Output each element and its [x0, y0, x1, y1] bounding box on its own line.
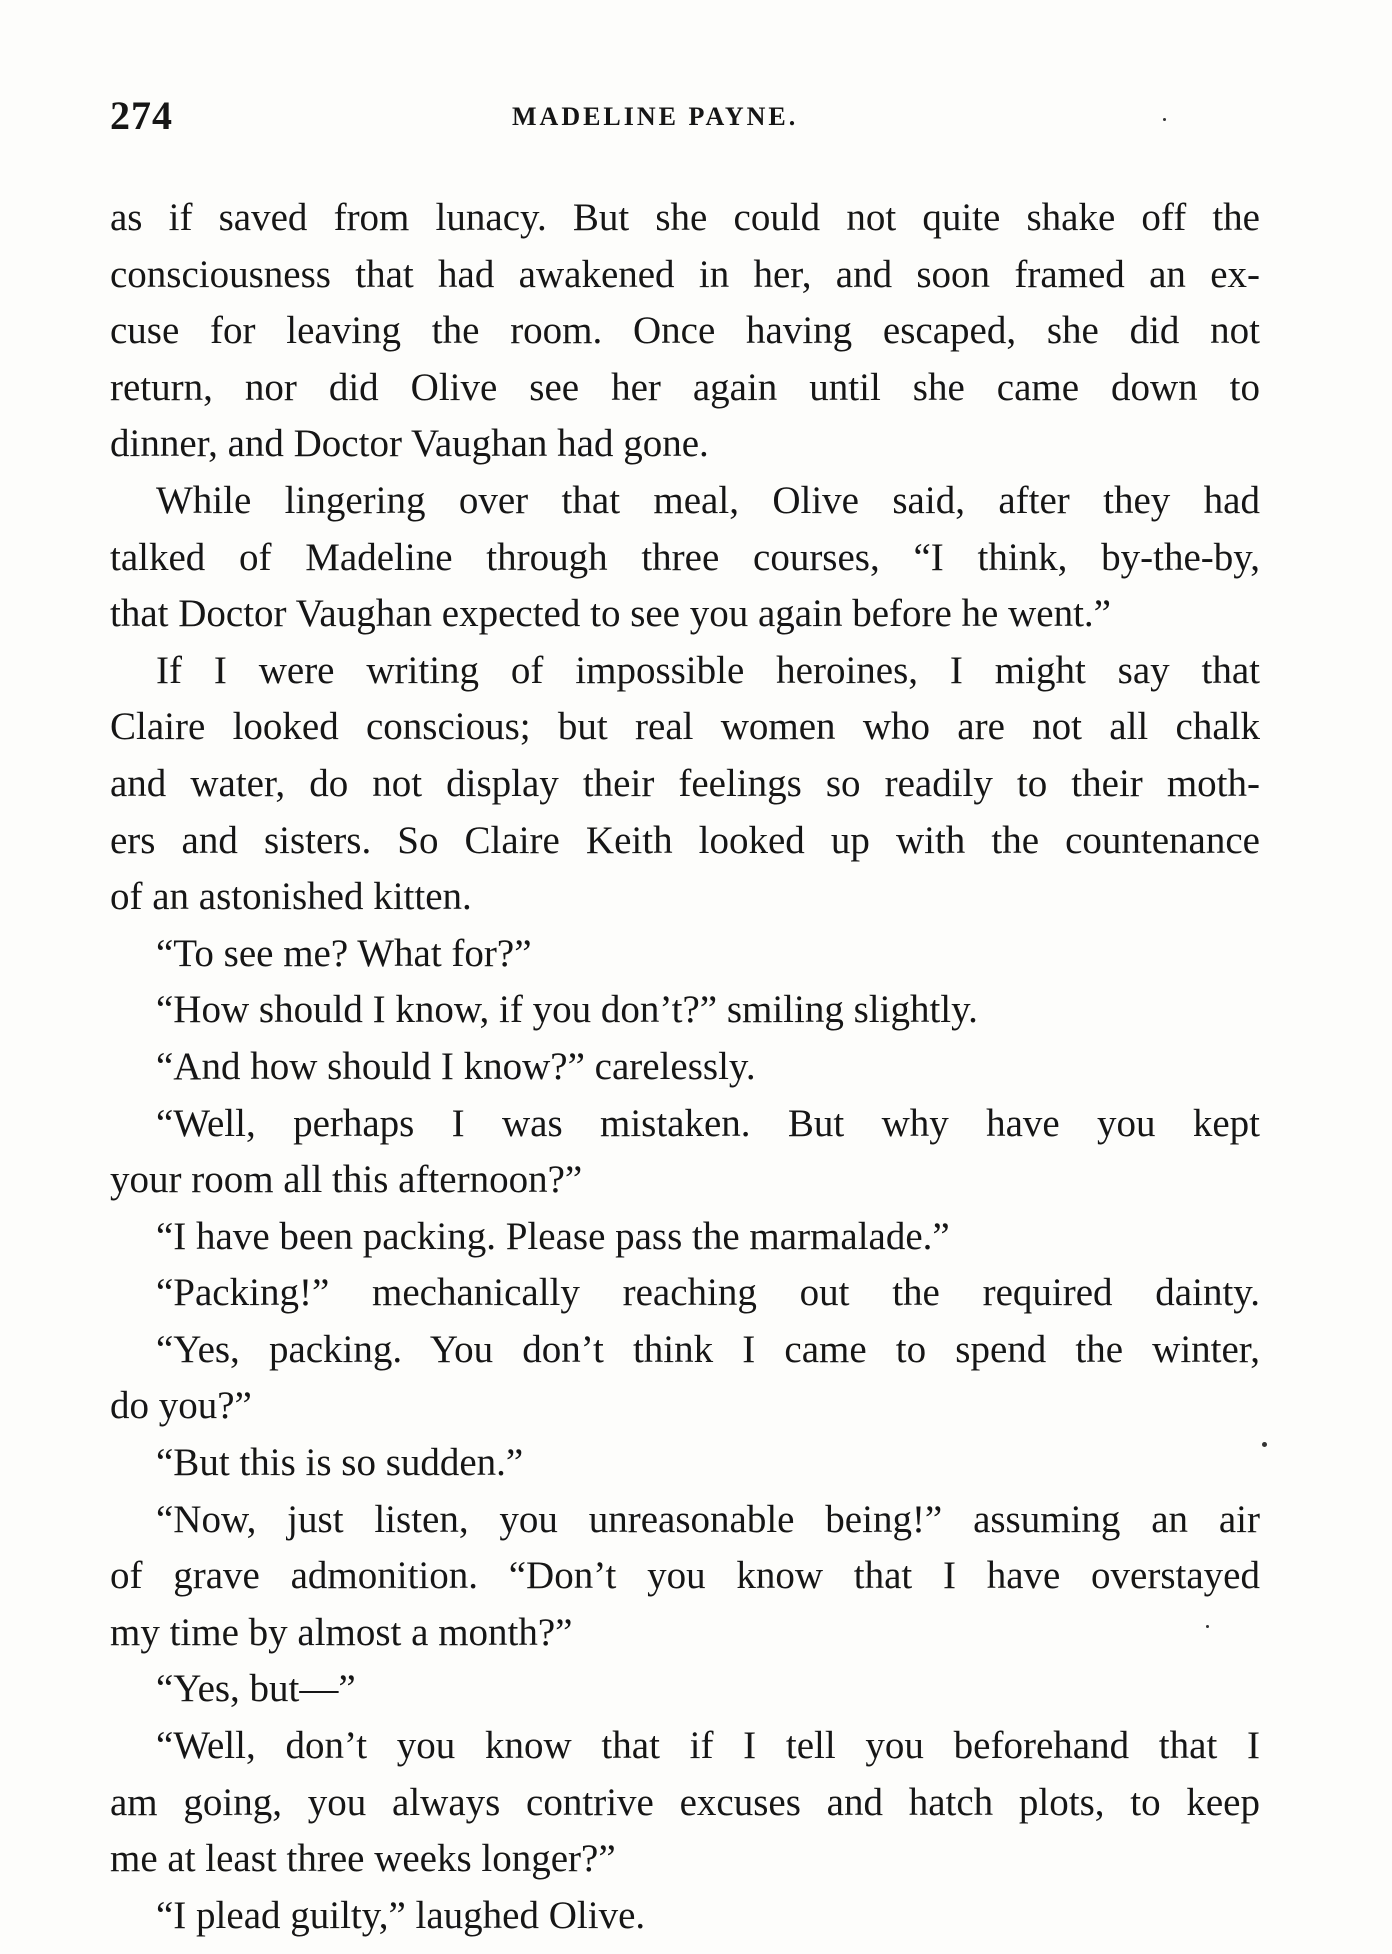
text-line: “Now, just listen, you unreasonable being!” assuming an air	[156, 1497, 1260, 1541]
text-line: If I were writing of impossible heroines, I might say that	[156, 648, 1260, 692]
text-line: talked of Madeline through three courses, “I think, by-the-by,	[110, 535, 1260, 579]
text-line: am going, you always contrive excuses and hatch plots, to keep	[110, 1780, 1260, 1824]
text-line: “And how should I know?” carelessly.	[156, 1044, 756, 1088]
body-text	[110, 190, 1260, 1944]
text-line: ers and sisters. So Claire Keith looked up with the countenance	[110, 818, 1260, 862]
print-speck-decoration	[1262, 1442, 1267, 1447]
text-line: me at least three weeks longer?”	[110, 1837, 616, 1881]
text-line: my time by almost a month?”	[110, 1610, 573, 1654]
text-line: Claire looked conscious; but real women who are not all chalk	[110, 705, 1260, 749]
text-line: “How should I know, if you don’t?” smiling slightly.	[156, 988, 978, 1032]
text-line: cuse for leaving the room. Once having escaped, she did not	[110, 309, 1260, 353]
text-line: While lingering over that meal, Olive said, after they had	[156, 478, 1260, 522]
print-speck-decoration	[1206, 1625, 1209, 1628]
text-line: “Well, don’t you know that if I tell you beforehand that I	[156, 1724, 1260, 1768]
text-line: “Well, perhaps I was mistaken. But why have you kept	[156, 1101, 1260, 1145]
text-line: “To see me? What for?”	[156, 931, 532, 975]
text-line: return, nor did Olive see her again until she came down to	[110, 365, 1260, 409]
text-line: and water, do not display their feelings so readily to their moth-	[110, 761, 1260, 805]
text-line: of grave admonition. “Don’t you know that I have overstayed	[110, 1554, 1260, 1598]
text-line: “Yes, but—”	[156, 1667, 356, 1711]
page-number: 274	[110, 93, 173, 138]
text-line: “Packing!” mechanically reaching out the required dainty.	[156, 1271, 1260, 1315]
print-speck-decoration	[1163, 118, 1166, 121]
text-line: “I have been packing. Please pass the marmalade.”	[156, 1214, 950, 1258]
page-header	[110, 92, 1260, 142]
text-line: dinner, and Doctor Vaughan had gone.	[110, 422, 709, 466]
text-line: consciousness that had awakened in her, and soon framed an ex-	[110, 252, 1260, 296]
text-line: “Yes, packing. You don’t think I came to spend the winter,	[156, 1327, 1260, 1371]
text-line: do you?”	[110, 1384, 252, 1428]
text-line: that Doctor Vaughan expected to see you again before he went.”	[110, 592, 1111, 636]
text-line: of an astonished kitten.	[110, 875, 472, 919]
text-line: “I plead guilty,” laughed Olive.	[156, 1893, 646, 1937]
text-line: your room all this afternoon?”	[110, 1158, 583, 1202]
text-line: as if saved from lunacy. But she could not quite shake off the	[110, 196, 1260, 239]
running-title: MADELINE PAYNE.	[512, 102, 799, 131]
text-line: “But this is so sudden.”	[156, 1441, 524, 1485]
